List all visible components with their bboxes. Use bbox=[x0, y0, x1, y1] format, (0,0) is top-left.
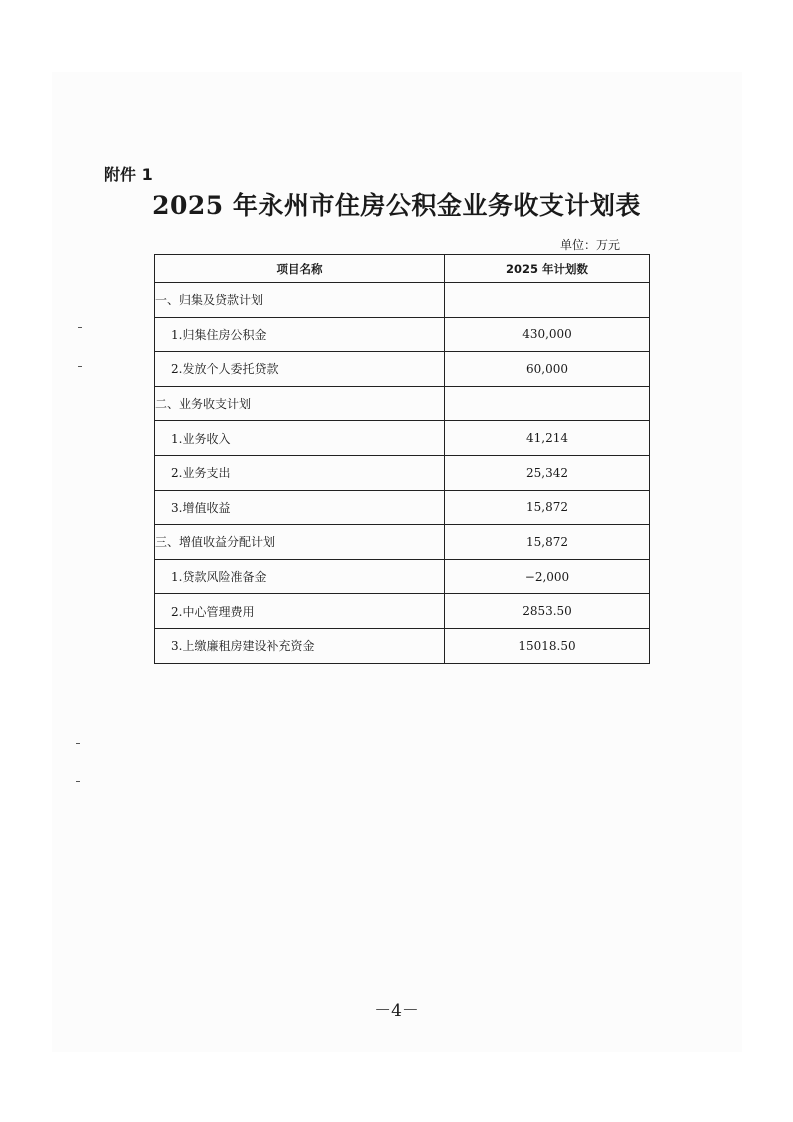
table-row bbox=[155, 628, 650, 663]
row-value: 2853.50 bbox=[445, 594, 650, 629]
table-row bbox=[155, 594, 650, 629]
row-value: 41,214 bbox=[445, 421, 650, 456]
row-value bbox=[445, 283, 650, 318]
row-name: 1.贷款风险准备金 bbox=[155, 559, 445, 594]
row-name: 3.增值收益 bbox=[155, 490, 445, 525]
document-title: 2025 年永州市住房公积金业务收支计划表 bbox=[152, 191, 641, 220]
row-name: 1.业务收入 bbox=[155, 421, 445, 456]
row-value: 15,872 bbox=[445, 490, 650, 525]
table-row bbox=[155, 386, 650, 421]
table-header-row bbox=[155, 255, 650, 283]
row-value: 15018.50 bbox=[445, 628, 650, 663]
attachment-label: 附件 1 bbox=[104, 165, 153, 184]
row-name: 2.业务支出 bbox=[155, 455, 445, 490]
scan-speck bbox=[76, 781, 80, 782]
header-planned-value: 2025 年计划数 bbox=[445, 255, 650, 283]
row-value: 430,000 bbox=[445, 317, 650, 352]
scan-speck bbox=[78, 327, 82, 328]
row-name: 1.归集住房公积金 bbox=[155, 317, 445, 352]
row-value: 25,342 bbox=[445, 455, 650, 490]
row-name: 三、增值收益分配计划 bbox=[155, 525, 445, 560]
row-name: 二、业务收支计划 bbox=[155, 386, 445, 421]
unit-label: 单位：万元 bbox=[560, 238, 621, 252]
table-row bbox=[155, 490, 650, 525]
table-row bbox=[155, 317, 650, 352]
table-row bbox=[155, 421, 650, 456]
row-value: 15,872 bbox=[445, 525, 650, 560]
row-name: 2.发放个人委托贷款 bbox=[155, 352, 445, 387]
row-name: 3.上缴廉租房建设补充资金 bbox=[155, 628, 445, 663]
table-row bbox=[155, 525, 650, 560]
scan-speck bbox=[78, 366, 82, 367]
row-name: 一、归集及贷款计划 bbox=[155, 283, 445, 318]
scan-speck bbox=[76, 743, 80, 744]
table-row bbox=[155, 352, 650, 387]
row-value: 60,000 bbox=[445, 352, 650, 387]
table-row bbox=[155, 559, 650, 594]
table-row bbox=[155, 283, 650, 318]
header-item-name: 项目名称 bbox=[155, 255, 445, 283]
table-row bbox=[155, 455, 650, 490]
plan-table bbox=[154, 254, 650, 664]
row-value: −2,000 bbox=[445, 559, 650, 594]
row-name: 2.中心管理费用 bbox=[155, 594, 445, 629]
row-value bbox=[445, 386, 650, 421]
page-number: －4－ bbox=[374, 1001, 419, 1021]
